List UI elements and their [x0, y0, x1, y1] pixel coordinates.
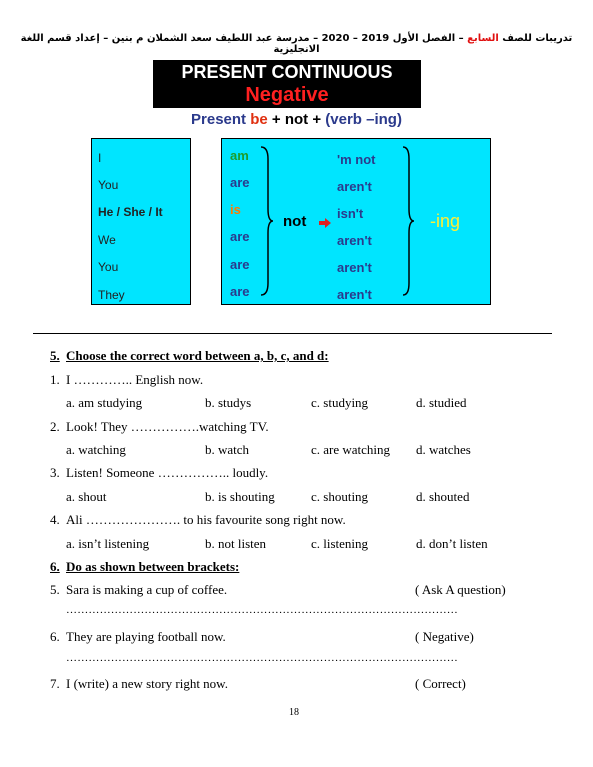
item6-instruction: ( Negative)	[415, 629, 474, 644]
not-label: not	[283, 213, 307, 230]
pronoun-you-plural: You	[98, 260, 119, 274]
q4-option-a[interactable]: a. isn’t listening	[66, 536, 150, 551]
formula-not: not	[284, 111, 309, 128]
aux-are: are	[230, 229, 250, 244]
title-main: PRESENT CONTINUOUS	[181, 62, 393, 82]
formula-prefix: Present	[191, 111, 247, 128]
item5-instruction: ( Ask A question)	[415, 582, 506, 597]
section6-num: 6.	[50, 559, 60, 574]
title-negative: Negative	[245, 84, 329, 106]
divider-line	[33, 333, 552, 334]
item6-text: They are playing football now.	[66, 629, 226, 644]
item7-num: 7.	[50, 676, 60, 691]
neg-arent: aren't	[337, 179, 372, 194]
neg-m-not: 'm not	[337, 152, 376, 167]
neg-isnt: isn't	[337, 206, 364, 221]
item5-num: 5.	[50, 582, 60, 597]
q4-text: Ali …………………. to his favourite song right now.	[66, 512, 346, 527]
q3-option-b[interactable]: b. is shouting	[205, 489, 275, 504]
q3-option-a[interactable]: a. shout	[66, 489, 107, 504]
q2-option-b[interactable]: b. watch	[205, 442, 250, 457]
formula-plus2: +	[312, 111, 322, 128]
item5-text: Sara is making a cup of coffee.	[66, 582, 228, 597]
item5-answer-line[interactable]: ……………………………………………………………………………………………	[66, 604, 458, 616]
verb-box	[221, 138, 491, 305]
formula-be: be	[250, 111, 268, 128]
header-part2: – الفصل الأول 2019 – 2020 – مدرسة عبد اللطيف سعد الشملان م بنين – إعداد قسم اللغة الانجليزية	[20, 33, 464, 55]
q2-option-c[interactable]: c. are watching	[311, 442, 391, 457]
left-brace-icon	[258, 145, 274, 297]
header-text	[0, 33, 593, 55]
formula-plus1: +	[271, 111, 281, 128]
right-brace-icon	[400, 145, 416, 297]
q1-num: 1.	[50, 372, 60, 387]
pronoun-he-she-it: He / She / It	[98, 205, 163, 219]
q1-option-d[interactable]: d. studied	[416, 395, 467, 410]
q4-option-c[interactable]: c. listening	[311, 536, 369, 551]
item6-num: 6.	[50, 629, 60, 644]
q1-option-a[interactable]: a. am studying	[66, 395, 143, 410]
header-grade: السابع	[467, 33, 499, 44]
q1-option-c[interactable]: c. studying	[311, 395, 369, 410]
pronoun-we: We	[98, 233, 116, 247]
ing-suffix: -ing	[430, 211, 461, 231]
neg-arent: aren't	[337, 287, 372, 302]
q2-option-d[interactable]: d. watches	[416, 442, 471, 457]
item7-instruction: ( Correct)	[415, 676, 466, 691]
q3-num: 3.	[50, 465, 60, 480]
q3-text: Listen! Someone …………….. loudly.	[66, 465, 269, 480]
page-number: 18	[289, 707, 299, 718]
pronoun-box	[91, 138, 191, 305]
section5-num: 5.	[50, 348, 60, 363]
aux-is: is	[230, 202, 241, 217]
neg-arent: aren't	[337, 233, 372, 248]
aux-are: are	[230, 175, 250, 190]
pronoun-they: They	[98, 288, 125, 302]
pronoun-you: You	[98, 178, 119, 192]
q2-option-a[interactable]: a. watching	[66, 442, 126, 457]
aux-are: are	[230, 257, 250, 272]
item6-answer-line[interactable]: ……………………………………………………………………………………………	[66, 652, 458, 664]
q2-text: Look! They …………….watching TV.	[66, 419, 269, 434]
right-arrow-icon	[318, 217, 332, 229]
item7-text: I (write) a new story right now.	[66, 676, 228, 691]
formula	[0, 111, 593, 128]
q2-num: 2.	[50, 419, 60, 434]
aux-am: am	[230, 148, 249, 163]
q3-option-c[interactable]: c. shouting	[311, 489, 369, 504]
q3-option-d[interactable]: d. shouted	[416, 489, 470, 504]
formula-verb: (verb –ing)	[325, 111, 402, 128]
aux-are: are	[230, 284, 250, 299]
q4-option-b[interactable]: b. not listen	[205, 536, 267, 551]
header-part1: تدريبات للصف	[502, 33, 573, 44]
q1-option-b[interactable]: b. studys	[205, 395, 252, 410]
q4-num: 4.	[50, 512, 60, 527]
q4-option-d[interactable]: d. don’t listen	[416, 536, 488, 551]
pronoun-i: I	[98, 151, 102, 165]
section6-heading: Do as shown between brackets:	[66, 559, 240, 574]
section5-heading: Choose the correct word between a, b, c, and d:	[66, 348, 329, 363]
q1-text: I ………….. English now.	[66, 372, 204, 387]
neg-arent: aren't	[337, 260, 372, 275]
